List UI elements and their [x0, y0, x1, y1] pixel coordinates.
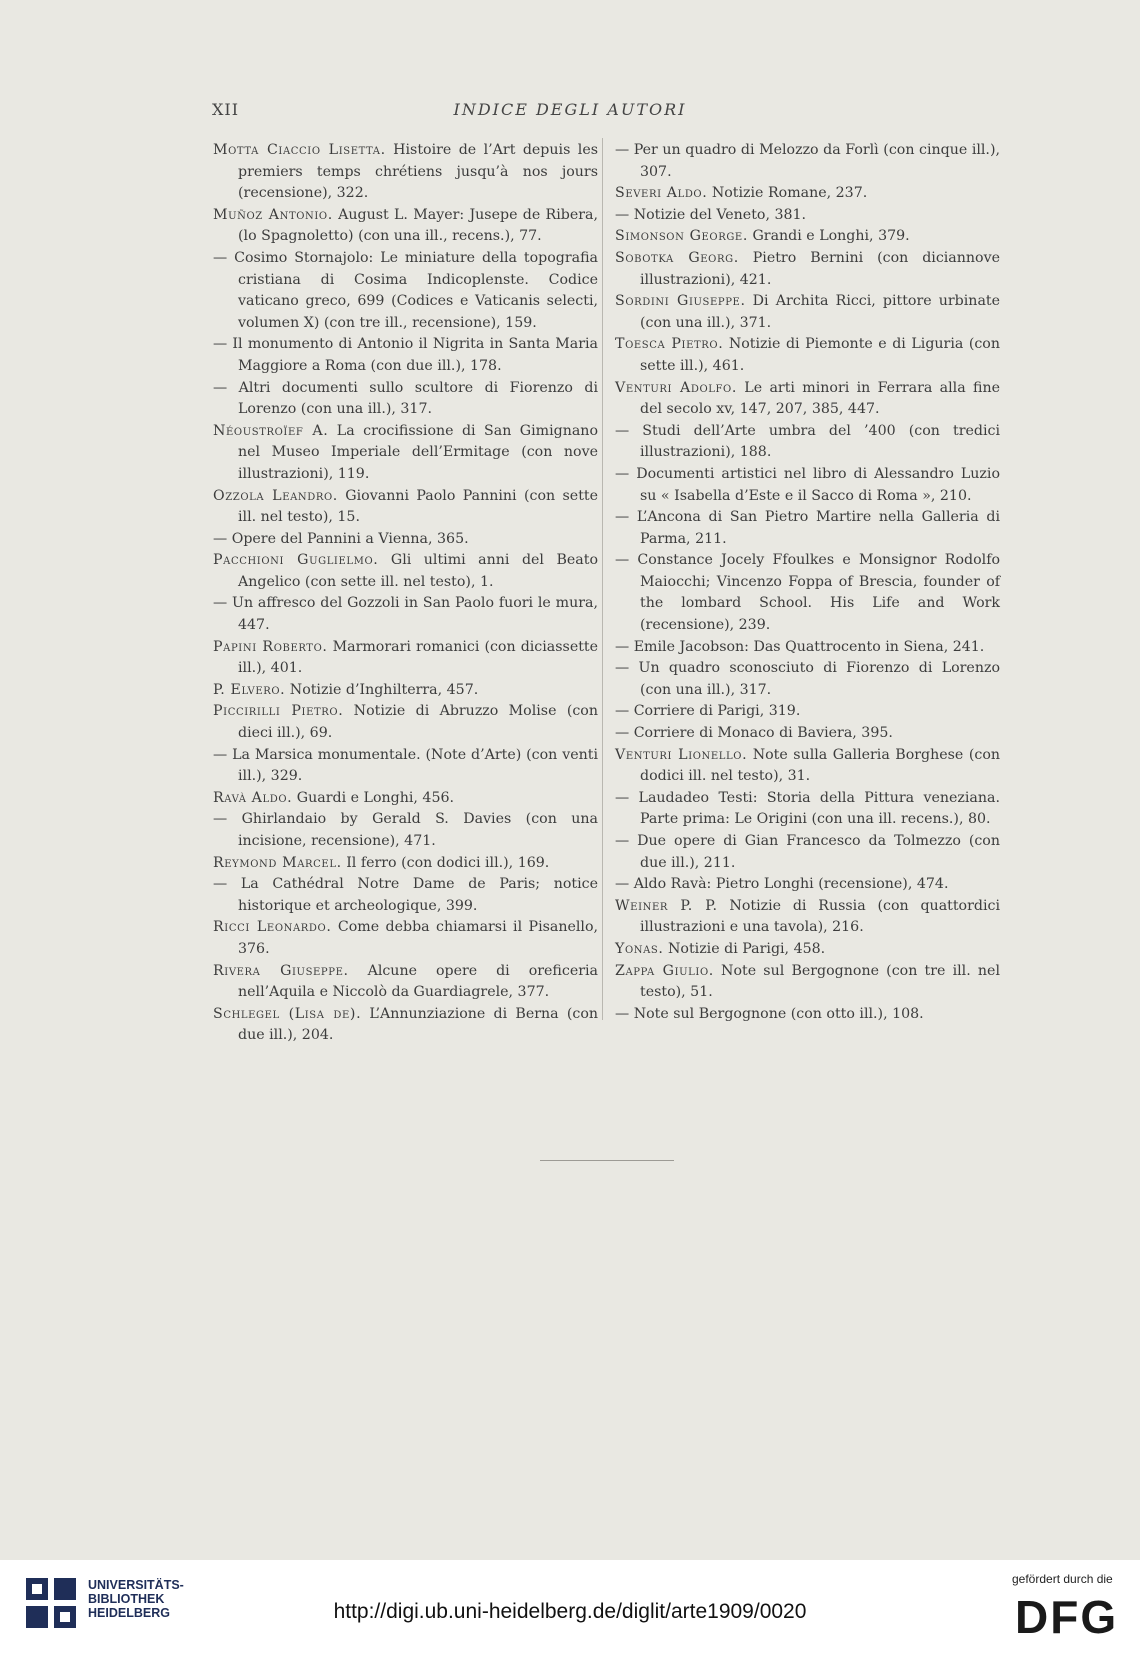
entry-text: Come debba chiamarsi il Pisanello, 376. [238, 919, 599, 957]
index-entry [615, 831, 1000, 874]
author-name: Néoustroïef A. [213, 422, 329, 439]
running-title: INDICE DEGLI AUTORI [453, 100, 687, 119]
entry-text: Notizie di Abruzzo Molise (con dieci ill.), 69. [238, 703, 598, 742]
entry-text: — Due opere di Gian Francesco da Tolmezzo (con due ill.), 211. [615, 833, 1000, 871]
index-entry [615, 291, 1000, 334]
index-entry [615, 961, 1000, 1004]
entry-text: La crocifissione di San Gimignano nel Museo Imperiale dell’Ermitage (con nove illustrazioni), 119. [238, 422, 598, 482]
author-name: Sobotka Georg. [615, 249, 739, 266]
entry-text: Di Archita Ricci, pittore urbinate (con una ill.), 371. [640, 293, 1000, 331]
author-name: Pacchioni Guglielmo. [213, 552, 379, 569]
index-entry [213, 378, 598, 421]
entry-text: — Cosimo Stornajolo: Le miniature della topografia cristiana di Cosima Indicoplenste. Codice vaticano greco, 699 (Codices e Vaticanis selecti, volumen X) (con tre ill., recensione), 159. [213, 249, 598, 331]
entry-text: — Corriere di Parigi, 319. [615, 703, 801, 720]
entry-text: Notizie d’Inghilterra, 457. [285, 681, 479, 698]
index-entry [615, 1004, 1000, 1026]
permalink-url[interactable]: http://digi.ub.uni-heidelberg.de/diglit/arte1909/0020 [333, 1600, 807, 1623]
index-entry [213, 140, 598, 205]
library-name-line: UNIVERSITÄTS- [88, 1578, 184, 1592]
entry-text: August L. Mayer: Jusepe de Ribera, (lo Spagnoletto) (con una ill., recens.), 77. [238, 206, 598, 245]
entry-text: Marmorari romanici (con diciassette ill.), 401. [238, 638, 599, 677]
entry-text: — Per un quadro di Melozzo da Forlì (con cinque ill.), 307. [615, 142, 1000, 180]
author-name: Reymond Marcel. [213, 854, 342, 871]
index-entry [615, 723, 1000, 745]
index-entry [213, 1004, 598, 1047]
index-entry [615, 140, 1000, 183]
author-name: Yonas. [615, 940, 664, 957]
author-name: Ozzola Leandro. [213, 487, 338, 504]
author-name: Papini Roberto. [213, 638, 328, 655]
index-entry [213, 917, 598, 960]
entry-text: — Studi dell’Arte umbra del ’400 (con tredici illustrazioni), 188. [615, 422, 1000, 461]
footer-bar [0, 1560, 1140, 1662]
index-entry [213, 701, 598, 744]
entry-text: — Ghirlandaio by Gerald S. Davies (con una incisione, recensione), 471. [213, 811, 598, 849]
library-name-line: BIBLIOTHEK [88, 1592, 165, 1606]
index-entry [615, 939, 1000, 961]
index-entry [615, 421, 1000, 464]
author-name: P. Elvero. [213, 681, 286, 698]
dfg-logo: DFG [1015, 1591, 1119, 1643]
entry-text: Note sulla Galleria Borghese (con dodici ill. nel testo), 31. [640, 746, 1000, 785]
author-name: Weiner P. P. [615, 897, 718, 914]
author-name: Venturi Lionello. [615, 746, 748, 763]
entry-text: — La Cathédral Notre Dame de Paris; notice historique et archeologique, 399. [213, 876, 598, 914]
author-name: Schlegel (Lisa de). [213, 1005, 362, 1022]
end-rule [540, 1160, 674, 1161]
entry-text: Pietro Bernini (con diciannove illustrazioni), 421. [640, 249, 1000, 288]
author-name: Zappa Giulio. [615, 962, 714, 979]
entry-text: — Un quadro sconosciuto di Fiorenzo di Lorenzo (con una ill.), 317. [615, 660, 1000, 698]
index-entry [615, 896, 1000, 939]
index-entry [615, 464, 1000, 507]
funding-caption: gefördert durch die [1012, 1572, 1113, 1586]
index-entry [213, 486, 598, 529]
entry-text: — Aldo Ravà: Pietro Longhi (recensione), 474. [615, 876, 949, 893]
entry-text: — Un affresco del Gozzoli in San Paolo fuori le mura, 447. [213, 595, 598, 634]
index-entry [213, 248, 598, 334]
index-column-left [213, 140, 598, 1047]
index-entry [213, 680, 598, 702]
entry-text: — Documenti artistici nel libro di Alessandro Luzio su « Isabella d’Este e il Sacco di Roma », 210. [615, 465, 1000, 504]
index-entry [213, 529, 598, 551]
author-name: Ricci Leonardo. [213, 919, 332, 936]
index-entry [615, 248, 1000, 291]
entry-text: Notizie di Piemonte e di Liguria (con sette ill.), 461. [640, 336, 1000, 374]
author-name: Severi Aldo. [615, 185, 708, 202]
index-entry [615, 874, 1000, 896]
index-entry [615, 378, 1000, 421]
index-entry [615, 745, 1000, 788]
entry-text: Giovanni Paolo Pannini (con sette ill. nel testo), 15. [238, 487, 598, 526]
index-entry [615, 788, 1000, 831]
index-entry [615, 334, 1000, 377]
entry-text: Notizie di Parigi, 458. [663, 940, 826, 957]
index-entry [213, 874, 598, 917]
entry-text: Guardi e Longhi, 456. [292, 789, 455, 806]
index-entry [213, 205, 598, 248]
index-entry [213, 421, 598, 486]
author-name: Toesca Pietro. [615, 336, 724, 353]
index-entry [615, 507, 1000, 550]
index-entry [213, 961, 598, 1004]
entry-text: Gli ultimi anni del Beato Angelico (con sette ill. nel testo), 1. [238, 552, 598, 590]
index-entry [213, 853, 598, 875]
index-entry [213, 593, 598, 636]
page-number: XII [212, 100, 240, 119]
library-name-line: HEIDELBERG [88, 1606, 170, 1620]
entry-text: Notizie di Russia (con quattordici illustrazioni e una tavola), 216. [640, 897, 1000, 936]
entry-text: — Note sul Bergognone (con otto ill.), 108. [615, 1005, 924, 1022]
index-entry [615, 183, 1000, 205]
author-name: Ravà Aldo. [213, 789, 293, 806]
entry-text: Le arti minori in Ferrara alla fine del secolo xv, 147, 207, 385, 447. [640, 379, 1000, 418]
index-entry [213, 745, 598, 788]
entry-text: — Altri documenti sullo scultore di Fiorenzo di Lorenzo (con una ill.), 317. [213, 379, 598, 418]
index-entry [213, 788, 598, 810]
index-entry [213, 809, 598, 852]
entry-text: — Emile Jacobson: Das Quattrocento in Siena, 241. [615, 638, 985, 655]
author-name: Piccirilli Pietro. [213, 703, 344, 720]
entry-text: — Corriere di Monaco di Baviera, 395. [615, 725, 893, 742]
entry-text: Histoire de l’Art depuis les premiers temps chrétiens jusqu’à nos jours (recensione), 322. [238, 142, 598, 202]
index-entry [615, 637, 1000, 659]
index-entry [213, 334, 598, 377]
index-entry [615, 226, 1000, 248]
column-divider [602, 138, 603, 1020]
entry-text: — Opere del Pannini a Vienna, 365. [213, 530, 469, 547]
entry-text: Il ferro (con dodici ill.), 169. [341, 854, 550, 871]
index-entry [615, 658, 1000, 701]
entry-text: — Constance Jocely Ffoulkes e Monsignor Rodolfo Maiocchi; Vincenzo Foppa of Brescia, founder of the lombard School. His Life and Work (recensione), 239. [615, 552, 1000, 634]
entry-text: L’Annunziazione di Berna (con due ill.), 204. [238, 1005, 598, 1044]
entry-text: — Il monumento di Antonio il Nigrita in Santa Maria Maggiore a Roma (con due ill.), 178. [213, 336, 598, 374]
index-entry [615, 205, 1000, 227]
entry-text: — L’Ancona di San Pietro Martire nella Galleria di Parma, 211. [615, 509, 1000, 547]
author-name: Rivera Giuseppe. [213, 962, 349, 979]
author-name: Muñoz Antonio. [213, 206, 333, 223]
index-entry [213, 550, 598, 593]
entry-text: Note sul Bergognone (con tre ill. nel testo), 51. [640, 962, 1000, 1001]
author-name: Sordini Giuseppe. [615, 293, 746, 310]
index-entry [615, 550, 1000, 636]
entry-text: — Laudadeo Testi: Storia della Pittura veneziana. Parte prima: Le Origini (con una ill. recens.), 80. [615, 789, 1000, 828]
entry-text: Alcune opere di oreficeria nell’Aquila e Niccolò da Guardiagrele, 377. [238, 962, 598, 1001]
entry-text: — Notizie del Veneto, 381. [615, 206, 807, 223]
author-name: Venturi Adolfo. [615, 379, 737, 396]
entry-text: — La Marsica monumentale. (Note d’Arte) (con venti ill.), 329. [213, 746, 598, 785]
index-entry [615, 701, 1000, 723]
index-column-right [615, 140, 1000, 1025]
author-name: Motta Ciaccio Lisetta. [213, 142, 386, 158]
author-name: Simonson George. [615, 228, 748, 245]
entry-text: Notizie Romane, 237. [707, 185, 868, 202]
entry-text: Grandi e Longhi, 379. [747, 228, 910, 245]
index-entry [213, 637, 598, 680]
